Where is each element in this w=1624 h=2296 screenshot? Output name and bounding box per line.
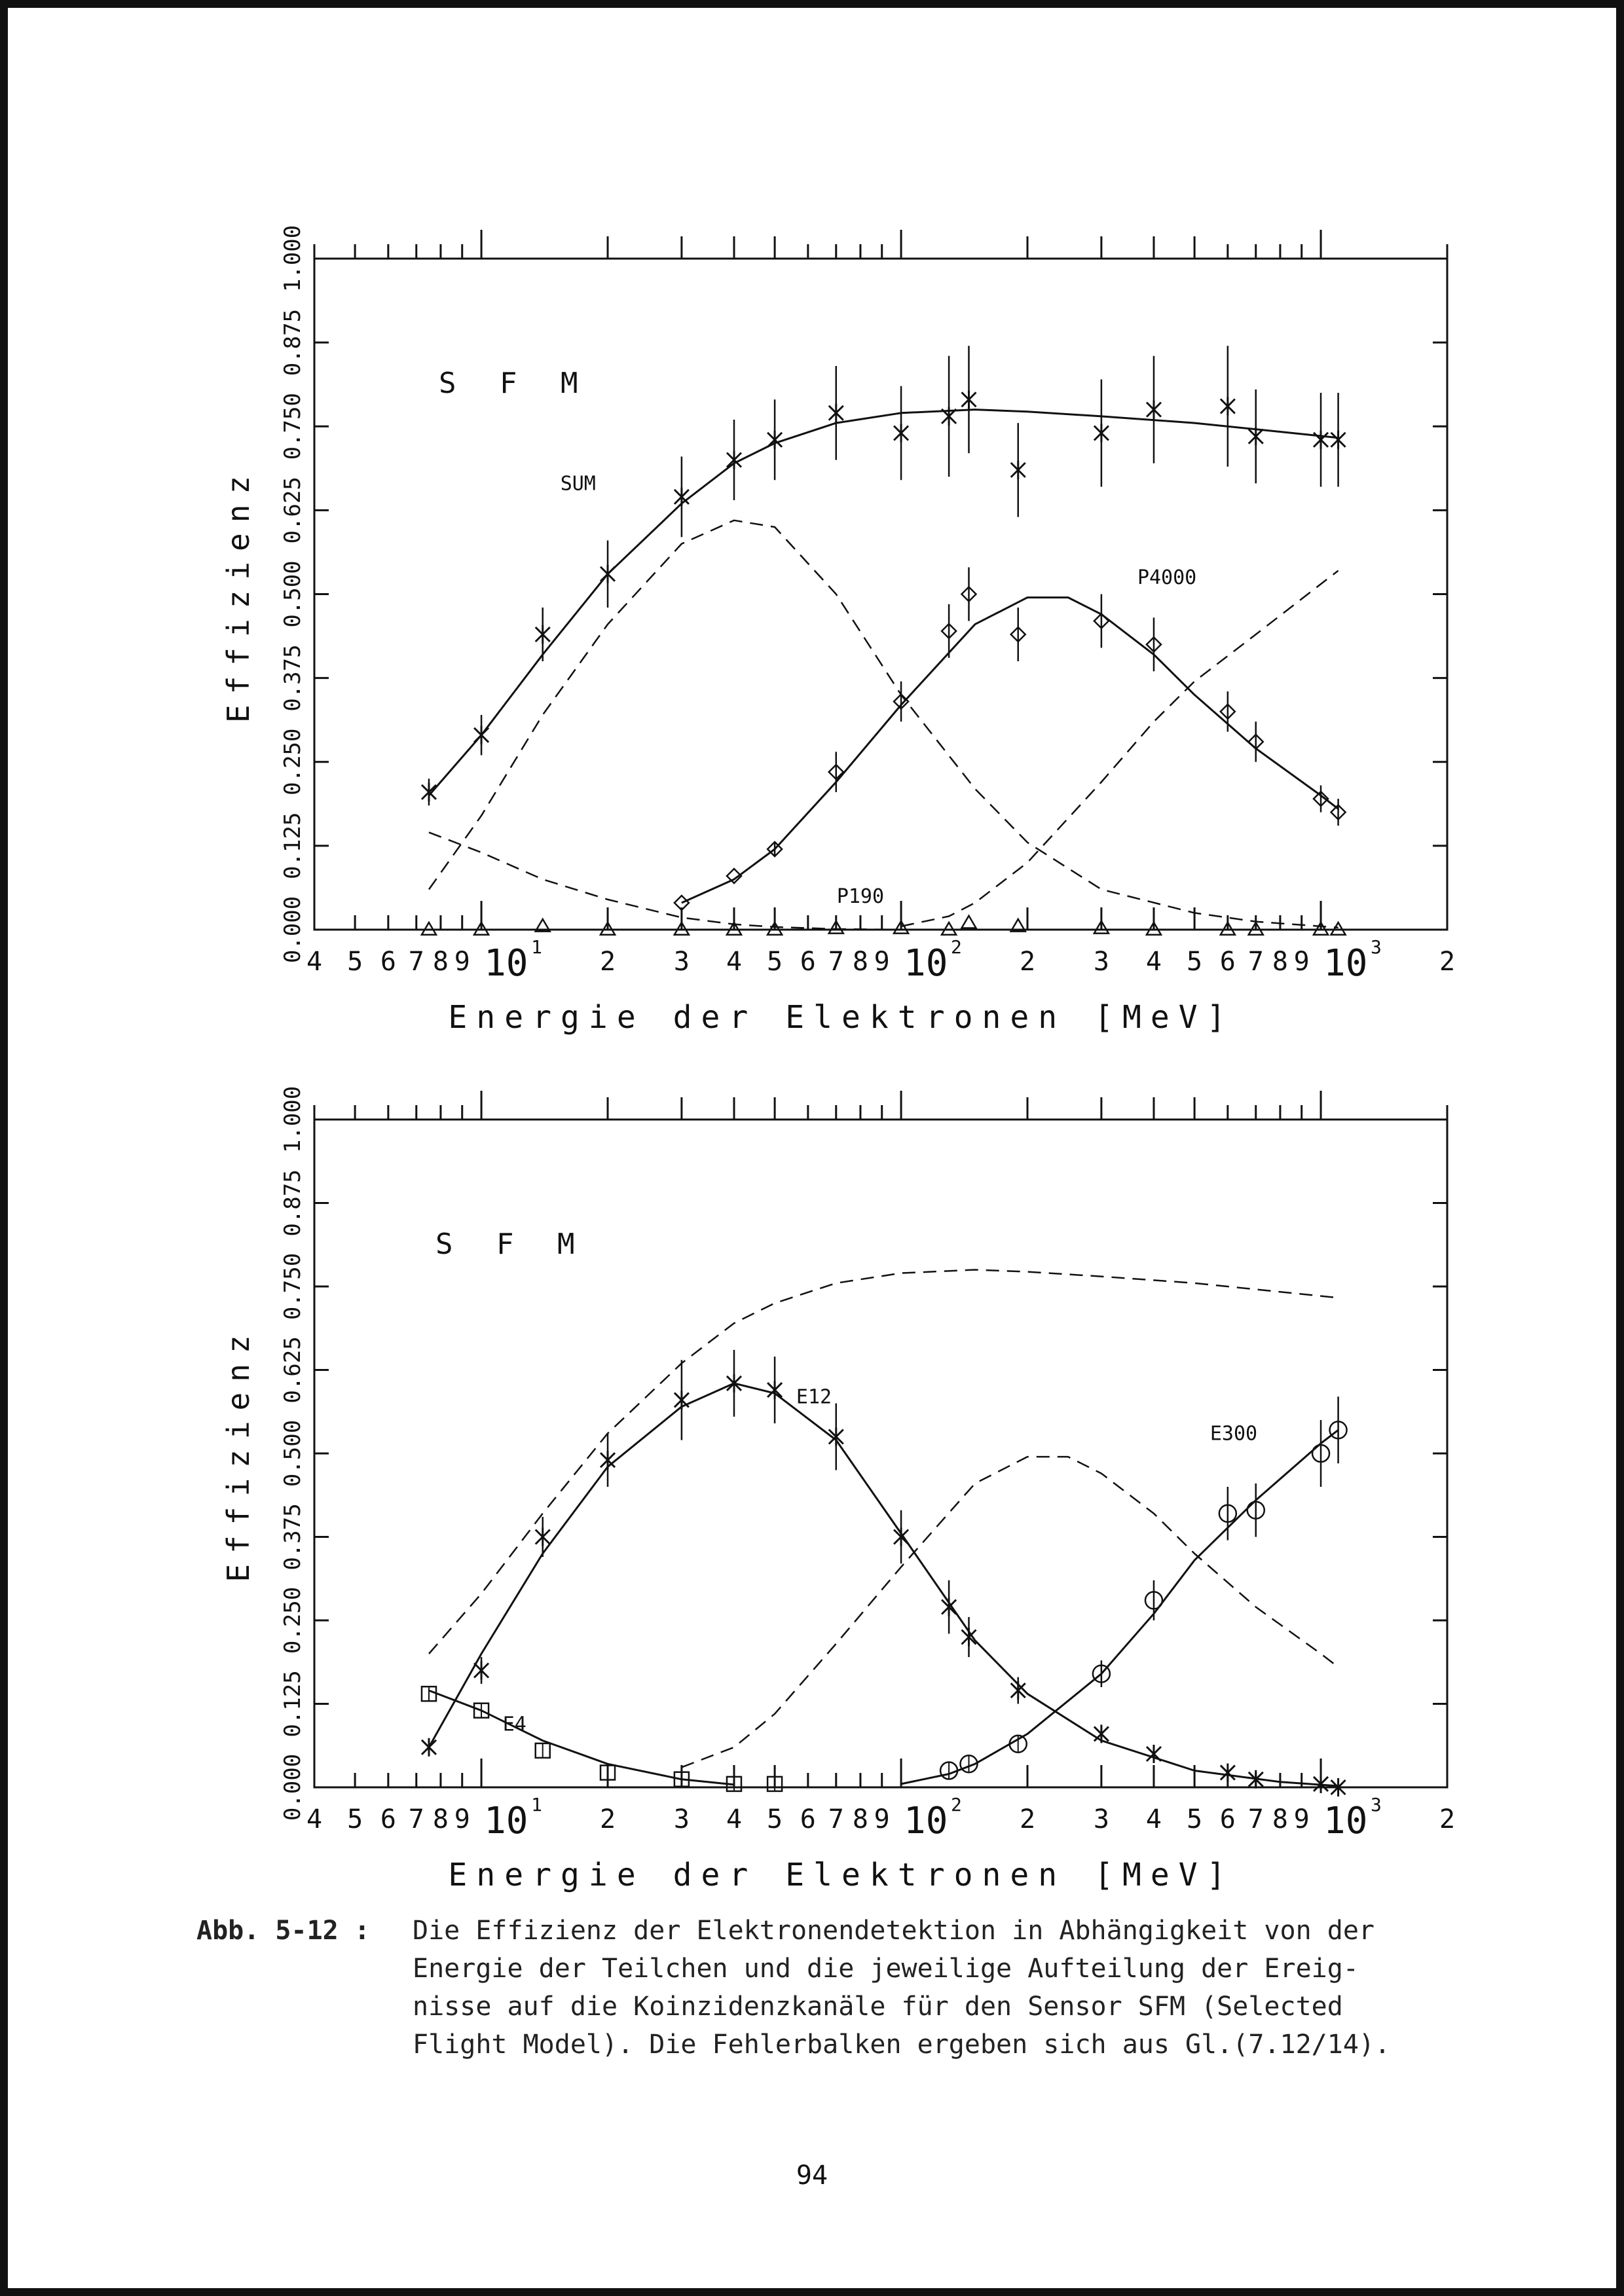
y-tick-label: 0.625	[280, 477, 306, 544]
x-tick-label: 8	[1272, 947, 1288, 977]
dashed-curve	[682, 1457, 1338, 1767]
x-tick-decade-label: 10	[484, 942, 528, 985]
x-tick-decade-label: 10	[904, 1800, 948, 1842]
x-tick-decade-label: 10	[904, 942, 948, 985]
x-tick-label: 6	[800, 1804, 816, 1834]
y-tick-label: 0.125	[280, 1670, 306, 1738]
x-tick-label: 2	[1019, 1804, 1036, 1834]
x-tick-label: 3	[673, 947, 690, 977]
x-tick-decade-label: 10	[1323, 942, 1368, 985]
x-tick-label: 8	[852, 947, 868, 977]
x-tick-label: 8	[432, 1804, 449, 1834]
x-axis-label: Energie der Elektronen [MeV]	[448, 1857, 1235, 1893]
x-tick-label: 2	[599, 947, 616, 977]
x-tick-label: 7	[828, 947, 844, 977]
x-tick-label: 5	[1187, 947, 1203, 977]
x-tick-label: 7	[1247, 947, 1264, 977]
x-tick-label: 5	[347, 1804, 363, 1834]
series-annotation: P4000	[1137, 566, 1197, 590]
y-tick-label: 0.500	[280, 560, 306, 628]
y-tick-label: 0.875	[280, 308, 306, 376]
series-annotation: E300	[1209, 1422, 1258, 1446]
x-tick-label: 4	[306, 947, 323, 977]
x-tick-decade-exponent: 1	[531, 936, 542, 958]
fit-curve	[682, 598, 1338, 903]
x-tick-label: 7	[408, 947, 424, 977]
y-axis-label: Effizienz	[221, 1324, 256, 1582]
y-tick-label: 0.375	[280, 1503, 306, 1571]
chart-title: S F M	[435, 1228, 588, 1261]
efficiency-chart-bottom	[0, 1074, 1624, 1912]
x-tick-label: 2	[599, 1804, 616, 1834]
x-tick-label: 4	[1145, 947, 1162, 977]
x-tick-label: 4	[726, 1804, 743, 1834]
y-tick-label: 1.000	[280, 1085, 306, 1154]
x-tick-label: 6	[380, 1804, 396, 1834]
efficiency-chart-top	[0, 216, 1624, 1067]
x-tick-label: 3	[1093, 1804, 1109, 1834]
y-tick-label: 0.625	[280, 1336, 306, 1404]
x-tick-label: 4	[306, 1804, 323, 1834]
triangle-marker	[961, 916, 976, 928]
x-tick-label: 7	[828, 1804, 844, 1834]
x-tick-label: 6	[1219, 947, 1236, 977]
x-tick-decade-exponent: 2	[951, 936, 962, 958]
x-tick-label: 3	[1093, 947, 1109, 977]
page-number: 94	[796, 2160, 828, 2191]
y-tick-label: 1.000	[280, 225, 306, 293]
x-tick-decade-label: 10	[484, 1800, 528, 1842]
y-tick-label: 0.500	[280, 1419, 306, 1487]
y-tick-label: 0.125	[280, 812, 306, 880]
x-tick-label: 2	[1439, 1804, 1456, 1834]
y-tick-label: 0.875	[280, 1169, 306, 1237]
x-tick-label: 6	[380, 947, 396, 977]
y-tick-label: 0.750	[280, 393, 306, 460]
dashed-curve	[901, 571, 1338, 926]
x-tick-decade-label: 10	[1323, 1800, 1368, 1842]
x-tick-label: 9	[454, 1804, 470, 1834]
x-tick-label: 5	[767, 1804, 783, 1834]
caption-label: Abb. 5-12 :	[196, 1916, 370, 1946]
fit-curve	[429, 1383, 1338, 1786]
x-tick-label: 2	[1439, 947, 1456, 977]
y-tick-label: 0.375	[280, 644, 306, 712]
series-annotation: SUM	[560, 472, 596, 496]
triangle-marker	[422, 922, 436, 935]
series-annotation: P190	[836, 885, 885, 908]
x-tick-decade-exponent: 2	[951, 1794, 962, 1815]
triangle-marker	[942, 922, 956, 935]
x-tick-decade-exponent: 1	[531, 1794, 542, 1815]
x-tick-label: 6	[1219, 1804, 1236, 1834]
dashed-curve	[429, 520, 1338, 928]
series-annotation: E12	[796, 1385, 832, 1409]
fit-curve	[901, 1430, 1338, 1784]
dashed-curve	[429, 1270, 1338, 1654]
x-tick-label: 9	[454, 947, 470, 977]
y-tick-label: 0.750	[280, 1252, 306, 1321]
x-tick-label: 7	[408, 1804, 424, 1834]
x-tick-label: 5	[1187, 1804, 1203, 1834]
dashed-curve	[429, 832, 901, 930]
x-tick-label: 5	[767, 947, 783, 977]
x-tick-label: 2	[1019, 947, 1036, 977]
x-tick-decade-exponent: 3	[1371, 936, 1382, 958]
x-tick-label: 4	[726, 947, 743, 977]
y-tick-label: 0.250	[280, 728, 306, 795]
x-tick-label: 7	[1247, 1804, 1264, 1834]
x-tick-label: 5	[347, 947, 363, 977]
chart-title: S F M	[439, 367, 591, 400]
x-tick-decade-exponent: 3	[1371, 1794, 1382, 1815]
x-tick-label: 9	[1293, 947, 1310, 977]
x-tick-label: 8	[432, 947, 449, 977]
caption-text: Die Effizienz der Elektronendetektion in Abhängigkeit von der Energie der Teilchen und die jeweilige Aufteilung der Ereig- nisse auf die Koinzidenzkanäle für den Sensor SFM (Selected Flight Model). Die Fehlerbalken ergeben sich aus Gl.(7.12/14).	[413, 1916, 1391, 2060]
plot-frame	[314, 259, 1447, 930]
x-tick-label: 4	[1145, 1804, 1162, 1834]
x-tick-label: 9	[874, 947, 890, 977]
plot-frame	[314, 1120, 1447, 1787]
x-tick-label: 9	[1293, 1804, 1310, 1834]
y-tick-label: 0.000	[280, 1753, 306, 1821]
y-axis-label: Effizienz	[221, 465, 256, 723]
x-tick-label: 8	[1272, 1804, 1288, 1834]
x-axis-label: Energie der Elektronen [MeV]	[448, 999, 1235, 1036]
x-tick-label: 9	[874, 1804, 890, 1834]
x-tick-label: 8	[852, 1804, 868, 1834]
y-tick-label: 0.250	[280, 1586, 306, 1654]
series-annotation: E4	[502, 1713, 526, 1736]
fit-curve	[429, 410, 1338, 795]
x-tick-label: 3	[673, 1804, 690, 1834]
triangle-marker	[1331, 922, 1346, 935]
x-tick-label: 6	[800, 947, 816, 977]
y-tick-label: 0.000	[280, 896, 306, 964]
